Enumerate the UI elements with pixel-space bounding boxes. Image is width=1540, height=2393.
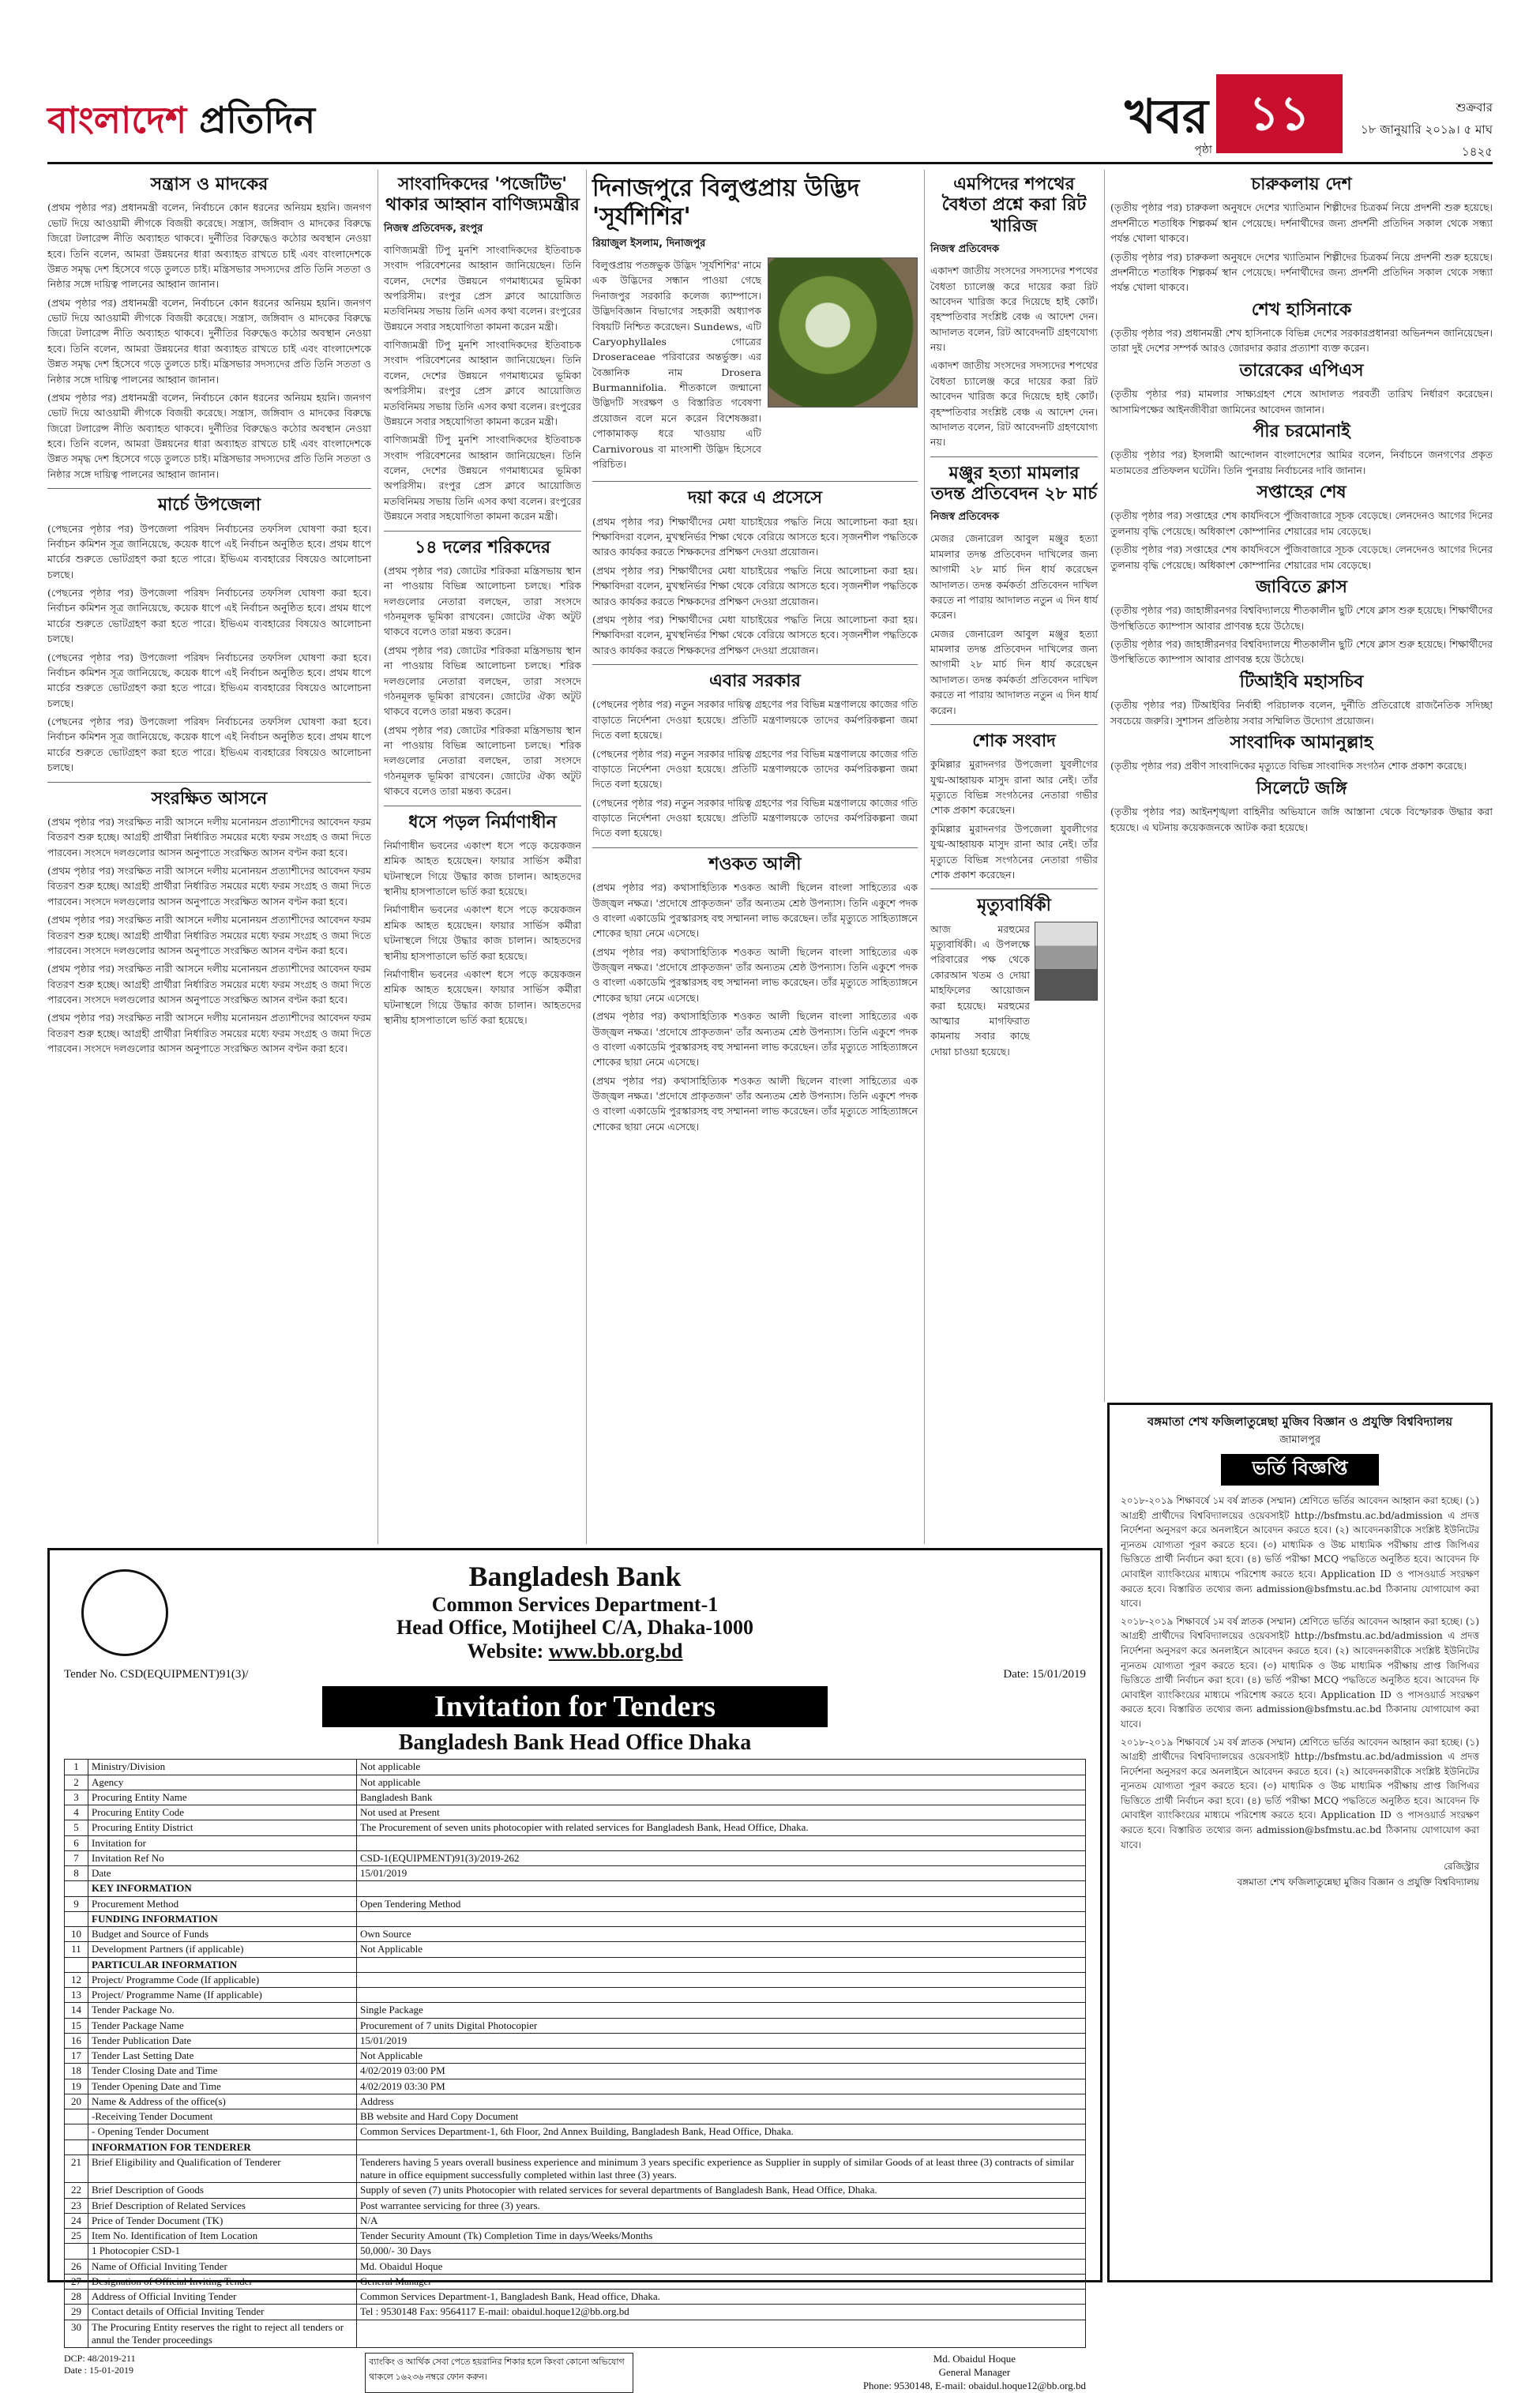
tender-row-number	[65, 1881, 88, 1896]
article-body-4: একাদশ জাতীয় সংসদের সদস্যদের শপথের বৈধতা চ্যালেঞ্জ করে দায়ের করা রিট আবেদন খারিজ করে দিয়েছে হাই কোর্ট। বৃহস্পতিবার সংশ্লিষ্ট বেঞ্চ এ আদেশ দেন। আদালত বলেন, রিট আবেদনটি গ্রহণযোগ্য নয়। একাদশ জাতীয় সংসদের সদস্যদের শপথের বৈধতা চ্যালেঞ্জ করে দায়ের করা রিট আবেদন খারিজ করে দিয়েছে হাই কোর্ট। বৃহস্পতিবার সংশ্লিষ্ট বেঞ্চ এ আদেশ দেন। আদালত বলেন, রিট আবেদনটি গ্রহণযোগ্য নয়।	[930, 265, 1098, 449]
tender-row-value: Own Source	[357, 1927, 1086, 1942]
headline-3b: দয়া করে এ প্রসেসে	[687, 488, 823, 509]
masthead	[47, 69, 1493, 164]
headline-2b: ১৪ দলের শরিকদের	[414, 537, 551, 558]
tender-banner: Invitation for Tenders	[322, 1686, 828, 1727]
tender-table	[64, 1759, 1086, 2348]
tender-row-value: 4/02/2019 03:30 PM	[357, 2079, 1086, 2094]
tender-row	[65, 1988, 1086, 2003]
headline-2c: ধসে পড়ল নির্মাণাধীন	[408, 812, 557, 832]
column-rule	[1104, 170, 1105, 1402]
headline-5: চারুকলায় দেশ	[1251, 175, 1352, 194]
tender-row	[65, 2079, 1086, 2094]
tender-row	[65, 1927, 1086, 1942]
article-body-5g: (তৃতীয় পৃষ্ঠার পর) টিআইবির নির্বাহী পরিচালক বলেন, দুর্নীতি প্রতিরোধে রাজনৈতিক সদিচ্ছা সবচেয়ে জরুরি। সুশাসন প্রতিষ্ঠায় সবার সম্মিলিত উদ্যোগ প্রয়োজন।	[1110, 699, 1493, 727]
tender-row-number: 18	[65, 2064, 88, 2079]
tender-row-number: 2	[65, 1775, 88, 1790]
tender-row-value: BB website and Hard Copy Document	[357, 2109, 1086, 2124]
tender-row-key: Brief Description of Related Services	[88, 2198, 357, 2213]
bank-seal-icon	[81, 1569, 168, 1656]
tender-row-key: Invitation for	[88, 1835, 357, 1850]
tender-row-number	[65, 2109, 88, 2124]
tender-row	[65, 1790, 1086, 1805]
tender-row-number: 5	[65, 1820, 88, 1835]
tender-row	[65, 1820, 1086, 1835]
tender-row-number: 21	[65, 2154, 88, 2183]
tender-row-value	[357, 2139, 1086, 2154]
tender-row-value: Supply of seven (7) units Photocopier with related services for several departments of Bangladesh Bank, Head Office, Dhaka.	[357, 2183, 1086, 2198]
tender-row	[65, 1957, 1086, 1972]
tender-row-number	[65, 2139, 88, 2154]
article-body-4d: আজ মরহুমের মৃত্যুবার্ষিকী। এ উপলক্ষে পরিবারের পক্ষ থেকে কোরআন খতম ও দোয়া মাহফিলের আয়োজন করা হয়েছে। মরহুমের আত্মার মাগফিরাত কামনায় সবার কাছে দোয়া চাওয়া হয়েছে।	[930, 922, 1030, 1058]
headline-1: সন্ত্রাস ও মাদকের	[150, 175, 269, 194]
tender-row-key: Price of Tender Document (TK)	[88, 2213, 357, 2228]
tender-row	[65, 1760, 1086, 1775]
tender-row-key: Name & Address of the office(s)	[88, 2094, 357, 2109]
tender-dcp: DCP: 48/2019-211 Date : 15-01-2019	[64, 2353, 136, 2376]
tender-row-number: 3	[65, 1790, 88, 1805]
article-body-5: (তৃতীয় পৃষ্ঠার পর) চারুকলা অনুষদে দেশের খ্যাতিমান শিল্পীদের চিত্রকর্ম নিয়ে প্রদর্শনী শুরু হয়েছে। প্রদর্শনীতে শতাধিক শিল্পকর্ম স্থান পেয়েছে। দর্শনার্থীদের জন্য প্রদর্শনী প্রতিদিন সকাল থেকে সন্ধ্যা পর্যন্ত খোলা থাকবে। (তৃতীয় পৃষ্ঠার পর) চারুকলা অনুষদে দেশের খ্যাতিমান শিল্পীদের চিত্রকর্ম নিয়ে প্রদর্শনী শুরু হয়েছে। প্রদর্শনীতে শতাধিক শিল্পকর্ম স্থান পেয়েছে। দর্শনার্থীদের জন্য প্রদর্শনী প্রতিদিন সকাল থেকে সন্ধ্যা পর্যন্ত খোলা থাকবে।	[1110, 201, 1493, 294]
divider	[592, 847, 918, 848]
tender-row-value: Bangladesh Bank	[357, 1790, 1086, 1805]
headline-3c: এবার সরকার	[709, 671, 801, 692]
article-body-3c: (পেছনের পৃষ্ঠার পর) নতুন সরকার দায়িত্ব গ্রহণের পর বিভিন্ন মন্ত্রণালয়ে কাজের গতি বাড়াতে নির্দেশনা দেওয়া হয়েছে। প্রতিটি মন্ত্রণালয়কে তাদের কর্মপরিকল্পনা জমা দিতে বলা হয়েছে। (পেছনের পৃষ্ঠার পর) নতুন সরকার দায়িত্ব গ্রহণের পর বিভিন্ন মন্ত্রণালয়ে কাজের গতি বাড়াতে নির্দেশনা দেওয়া হয়েছে। প্রতিটি মন্ত্রণালয়কে তাদের কর্মপরিকল্পনা জমা দিতে বলা হয়েছে। (পেছনের পৃষ্ঠার পর) নতুন সরকার দায়িত্ব গ্রহণের পর বিভিন্ন মন্ত্রণালয়ে কাজের গতি বাড়াতে নির্দেশনা দেওয়া হয়েছে। প্রতিটি মন্ত্রণালয়কে তাদের কর্মপরিকল্পনা জমা দিতে বলা হয়েছে।	[592, 698, 918, 840]
tender-row-number: 6	[65, 1835, 88, 1850]
tender-row-key: FUNDING INFORMATION	[88, 1911, 357, 1926]
tender-row-number: 25	[65, 2229, 88, 2244]
article-body-5c: (তৃতীয় পৃষ্ঠার পর) মামলার সাক্ষ্যগ্রহণ শেষে আদালত পরবর্তী তারিখ নির্ধারণ করেছেন। আসামিপক্ষের আইনজীবীরা জামিনের আবেদন জানান।	[1110, 388, 1493, 415]
sundew-plant-photo	[768, 257, 918, 408]
headline-3d: শওকত আলী	[708, 854, 802, 874]
tender-row	[65, 2290, 1086, 2305]
headline-5b: শেখ হাসিনাকে	[1251, 299, 1352, 320]
article-body-4c: কুমিল্লার মুরাদনগর উপজেলা যুবলীগের যুগ্ম-আহ্বায়ক মাসুদ রানা আর নেই। তাঁর মৃত্যুতে বিভিন্ন সংগঠনের নেতারা গভীর শোক প্রকাশ করেছেন। কুমিল্লার মুরাদনগর উপজেলা যুবলীগের যুগ্ম-আহ্বায়ক মাসুদ রানা আর নেই। তাঁর মৃত্যুতে বিভিন্ন সংগঠনের নেতারা গভীর শোক প্রকাশ করেছেন।	[930, 758, 1098, 881]
article-body-5e: (তৃতীয় পৃষ্ঠার পর) সপ্তাহের শেষ কার্যদিবসে পুঁজিবাজারে সূচক বেড়েছে। লেনদেনও আগের দিনের তুলনায় বৃদ্ধি পেয়েছে। অধিকাংশ কোম্পানির শেয়ারের দাম বেড়েছে। (তৃতীয় পৃষ্ঠার পর) সপ্তাহের শেষ কার্যদিবসে পুঁজিবাজারে সূচক বেড়েছে। লেনদেনও আগের দিনের তুলনায় বৃদ্ধি পেয়েছে। অধিকাংশ কোম্পানির শেয়ারের দাম বেড়েছে।	[1110, 509, 1493, 571]
admission-notice	[1107, 1403, 1493, 2282]
tender-row	[65, 2213, 1086, 2228]
page-label: পৃষ্ঠা	[1194, 144, 1212, 156]
tender-row-value: Not used at Present	[357, 1805, 1086, 1820]
tender-row-number: 7	[65, 1850, 88, 1865]
tender-row-number: 24	[65, 2213, 88, 2228]
tender-row-value: 15/01/2019	[357, 2033, 1086, 2048]
article-body-1c: (প্রথম পৃষ্ঠার পর) সংরক্ষিত নারী আসনে দলীয় মনোনয়ন প্রত্যাশীদের আবেদন ফরম বিতরণ শুরু হচ্ছে। আগ্রহী প্রার্থীরা নির্ধারিত সময়ের মধ্যে ফরম সংগ্রহ ও জমা দিতে পারবেন। সংসদে দলগুলোর আসন অনুপাতে সংরক্ষিত আসন বণ্টন করা হবে। (প্রথম পৃষ্ঠার পর) সংরক্ষিত নারী আসনে দলীয় মনোনয়ন প্রত্যাশীদের আবেদন ফরম বিতরণ শুরু হচ্ছে। আগ্রহী প্রার্থীরা নির্ধারিত সময়ের মধ্যে ফরম সংগ্রহ ও জমা দিতে পারবেন। সংসদে দলগুলোর আসন অনুপাতে সংরক্ষিত আসন বণ্টন করা হবে। (প্রথম পৃষ্ঠার পর) সংরক্ষিত নারী আসনে দলীয় মনোনয়ন প্রত্যাশীদের আবেদন ফরম বিতরণ শুরু হচ্ছে। আগ্রহী প্রার্থীরা নির্ধারিত সময়ের মধ্যে ফরম সংগ্রহ ও জমা দিতে পারবেন। সংসদে দলগুলোর আসন অনুপাতে সংরক্ষিত আসন বণ্টন করা হবে। (প্রথম পৃষ্ঠার পর) সংরক্ষিত নারী আসনে দলীয় মনোনয়ন প্রত্যাশীদের আবেদন ফরম বিতরণ শুরু হচ্ছে। আগ্রহী প্রার্থীরা নির্ধারিত সময়ের মধ্যে ফরম সংগ্রহ ও জমা দিতে পারবেন। সংসদে দলগুলোর আসন অনুপাতে সংরক্ষিত আসন বণ্টন করা হবে। (প্রথম পৃষ্ঠার পর) সংরক্ষিত নারী আসনে দলীয় মনোনয়ন প্রত্যাশীদের আবেদন ফরম বিতরণ শুরু হচ্ছে। আগ্রহী প্রার্থীরা নির্ধারিত সময়ের মধ্যে ফরম সংগ্রহ ও জমা দিতে পারবেন। সংসদে দলগুলোর আসন অনুপাতে সংরক্ষিত আসন বণ্টন করা হবে।	[47, 815, 371, 1055]
tender-row-number: 15	[65, 2018, 88, 2033]
admission-title: ভর্তি বিজ্ঞপ্তি	[1221, 1454, 1379, 1486]
tender-row	[65, 2183, 1086, 2198]
tender-row-key: Date	[88, 1866, 357, 1881]
tender-row	[65, 2094, 1086, 2109]
tender-row-number	[65, 1911, 88, 1926]
tender-row-value	[357, 1988, 1086, 2003]
tender-row-number: 22	[65, 2183, 88, 2198]
dateline	[1350, 96, 1493, 163]
tender-row-number: 8	[65, 1866, 88, 1881]
complaint-notice: ব্যাংকিং ও আর্থিক সেবা পেতে হয়রানির শিকার হলে কিংবা কোনো অভিযোগ থাকলে ১৬২৩৬ নম্বরে ফোন করুন।	[365, 2353, 633, 2393]
headline-4c: শোক সংবাদ	[972, 731, 1056, 751]
article-body-3b: (প্রথম পৃষ্ঠার পর) শিক্ষার্থীদের মেধা যাচাইয়ের পদ্ধতি নিয়ে আলোচনা করা হয়। শিক্ষাবিদরা বলেন, মুখস্থনির্ভর শিক্ষা থেকে বেরিয়ে আসতে হবে। সৃজনশীল পদ্ধতিকে আরও কার্যকর করতে শিক্ষকদের প্রশিক্ষণ দেওয়া প্রয়োজন। (প্রথম পৃষ্ঠার পর) শিক্ষার্থীদের মেধা যাচাইয়ের পদ্ধতি নিয়ে আলোচনা করা হয়। শিক্ষাবিদরা বলেন, মুখস্থনির্ভর শিক্ষা থেকে বেরিয়ে আসতে হবে। সৃজনশীল পদ্ধতিকে আরও কার্যকর করতে শিক্ষকদের প্রশিক্ষণ দেওয়া প্রয়োজন। (প্রথম পৃষ্ঠার পর) শিক্ষার্থীদের মেধা যাচাইয়ের পদ্ধতি নিয়ে আলোচনা করা হয়। শিক্ষাবিদরা বলেন, মুখস্থনির্ভর শিক্ষা থেকে বেরিয়ে আসতে হবে। সৃজনশীল পদ্ধতিকে আরও কার্যকর করতে শিক্ষকদের প্রশিক্ষণ দেওয়া প্রয়োজন।	[592, 515, 918, 656]
tender-row	[65, 2124, 1086, 2139]
tender-office-title: Bangladesh Bank Head Office Dhaka	[398, 1730, 752, 1756]
newspaper-logo	[47, 93, 315, 153]
article-body-1: (প্রথম পৃষ্ঠার পর) প্রধানমন্ত্রী বলেন, নির্বাচনে কোন ধরনের অনিয়ম হয়নি। জনগণ ভোট দিয়ে আওয়ামী লীগকে বিজয়ী করেছে। সন্ত্রাস, জঙ্গিবাদ ও মাদকের বিরুদ্ধে জিরো টলারেন্স নীতি অব্যাহত থাকবে। দুর্নীতির বিরুদ্ধেও কঠোর অবস্থান নেওয়া হবে। তিনি বলেন, আমরা উন্নয়নের ধারা অব্যাহত রাখতে চাই এবং বাংলাদেশকে উন্নত সমৃদ্ধ দেশ হিসেবে গড়ে তুলতে চাই। মন্ত্রিসভার সদস্যদের প্রতি তিনি সততা ও নিষ্ঠার সঙ্গে দায়িত্ব পালনের আহ্বান জানান। (প্রথম পৃষ্ঠার পর) প্রধানমন্ত্রী বলেন, নির্বাচনে কোন ধরনের অনিয়ম হয়নি। জনগণ ভোট দিয়ে আওয়ামী লীগকে বিজয়ী করেছে। সন্ত্রাস, জঙ্গিবাদ ও মাদকের বিরুদ্ধে জিরো টলারেন্স নীতি অব্যাহত থাকবে। দুর্নীতির বিরুদ্ধেও কঠোর অবস্থান নেওয়া হবে। তিনি বলেন, আমরা উন্নয়নের ধারা অব্যাহত রাখতে চাই এবং বাংলাদেশকে উন্নত সমৃদ্ধ দেশ হিসেবে গড়ে তুলতে চাই। মন্ত্রিসভার সদস্যদের প্রতি তিনি সততা ও নিষ্ঠার সঙ্গে দায়িত্ব পালনের আহ্বান জানান। (প্রথম পৃষ্ঠার পর) প্রধানমন্ত্রী বলেন, নির্বাচনে কোন ধরনের অনিয়ম হয়নি। জনগণ ভোট দিয়ে আওয়ামী লীগকে বিজয়ী করেছে। সন্ত্রাস, জঙ্গিবাদ ও মাদকের বিরুদ্ধে জিরো টলারেন্স নীতি অব্যাহত থাকবে। দুর্নীতির বিরুদ্ধেও কঠোর অবস্থান নেওয়া হবে। তিনি বলেন, আমরা উন্নয়নের ধারা অব্যাহত রাখতে চাই এবং বাংলাদেশকে উন্নত সমৃদ্ধ দেশ হিসেবে গড়ে তুলতে চাই। মন্ত্রিসভার সদস্যদের প্রতি তিনি সততা ও নিষ্ঠার সঙ্গে দায়িত্ব পালনের আহ্বান জানান।	[47, 201, 371, 480]
day: শুক্রবার	[1455, 100, 1493, 115]
tender-row-number: 17	[65, 2049, 88, 2064]
tender-row	[65, 2064, 1086, 2079]
tender-row-key: Name of Official Inviting Tender	[88, 2259, 357, 2274]
tender-row-value: Procurement of 7 units Digital Photocopier	[357, 2018, 1086, 2033]
bank-website: Website: www.bb.org.bd	[467, 1640, 683, 1663]
article-body-2: বাণিজ্যমন্ত্রী টিপু মুনশি সাংবাদিকদের ইতিবাচক সংবাদ পরিবেশনের আহ্বান জানিয়েছেন। তিনি বলেন, দেশের উন্নয়নে গণমাধ্যমের ভূমিকা অপরিসীম। রংপুর প্রেস ক্লাবে আয়োজিত মতবিনিময় সভায় তিনি এসব কথা বলেন। রংপুরের উন্নয়নে সবার সহযোগিতা কামনা করেন মন্ত্রী। বাণিজ্যমন্ত্রী টিপু মুনশি সাংবাদিকদের ইতিবাচক সংবাদ পরিবেশনের আহ্বান জানিয়েছেন। তিনি বলেন, দেশের উন্নয়নে গণমাধ্যমের ভূমিকা অপরিসীম। রংপুর প্রেস ক্লাবে আয়োজিত মতবিনিময় সভায় তিনি এসব কথা বলেন। রংপুরের উন্নয়নে সবার সহযোগিতা কামনা করেন মন্ত্রী। বাণিজ্যমন্ত্রী টিপু মুনশি সাংবাদিকদের ইতিবাচক সংবাদ পরিবেশনের আহ্বান জানিয়েছেন। তিনি বলেন, দেশের উন্নয়নে গণমাধ্যমের ভূমিকা অপরিসীম। রংপুর প্রেস ক্লাবে আয়োজিত মতবিনিময় সভায় তিনি এসব কথা বলেন। রংপুরের উন্নয়নে সবার সহযোগিতা কামনা করেন মন্ত্রী।	[384, 243, 581, 523]
tender-row-number: 16	[65, 2033, 88, 2048]
tender-row-value: Tenderers having 5 years overall business experience and minimum 3 years specific experience as Supplier in supply of similar Goods of at least three (3) contracts of similar nature in office equipment successfully completed within last three (3) years.	[357, 2154, 1086, 2183]
column-2	[384, 170, 581, 1544]
tender-row-key: KEY INFORMATION	[88, 1881, 357, 1896]
tender-row-value: 15/01/2019	[357, 1866, 1086, 1881]
tender-row-value: 4/02/2019 03:00 PM	[357, 2064, 1086, 2079]
logo-part-a: বাংলাদেশ	[47, 99, 200, 141]
headline-1c: সংরক্ষিত আসনে	[151, 788, 268, 809]
tender-row-key: Invitation Ref No	[88, 1850, 357, 1865]
headline-4b: মঞ্জুর হত্যা মামলার তদন্ত প্রতিবেদন ২৮ মার্চ	[930, 463, 1098, 505]
headline-5d: পীর চরমোনাই	[1253, 421, 1350, 441]
divider	[592, 664, 918, 665]
bank-name: Bangladesh Bank	[468, 1561, 682, 1592]
tender-row-key: Contact details of Official Inviting Tender	[88, 2305, 357, 2320]
column-rule	[924, 170, 925, 1544]
page-number: ১১	[1216, 74, 1343, 153]
tender-row-key: Tender Package No.	[88, 2003, 357, 2018]
tender-row-key: Tender Closing Date and Time	[88, 2064, 357, 2079]
byline-2: নিজস্ব প্রতিবেদক, রংপুর	[384, 222, 483, 235]
tender-row-number	[65, 2124, 88, 2139]
tender-row	[65, 2049, 1086, 2064]
memorial-portrait	[1035, 922, 1098, 1001]
divider	[47, 782, 371, 783]
tender-row-key: Tender Publication Date	[88, 2033, 357, 2048]
divider	[592, 481, 918, 482]
tender-row	[65, 1866, 1086, 1881]
headline-3: দিনাজপুরে বিলুপ্তপ্রায় উদ্ভিদ 'সূর্যশিশির'	[592, 175, 860, 231]
tender-row-number: 20	[65, 2094, 88, 2109]
tender-row-key: Ministry/Division	[88, 1760, 357, 1775]
headline-5i: সিলেটে জঙ্গি	[1256, 778, 1347, 798]
tender-row-key: Budget and Source of Funds	[88, 1927, 357, 1942]
tender-row-number: 12	[65, 1972, 88, 1987]
tender-row-key: Project/ Programme Name (If applicable)	[88, 1988, 357, 2003]
tender-row-key: Tender Last Setting Date	[88, 2049, 357, 2064]
tender-row	[65, 1835, 1086, 1850]
admission-body: ২০১৮-২০১৯ শিক্ষাবর্ষে ১ম বর্ষ স্নাতক (সম্মান) শ্রেণিতে ভর্তির আবেদন আহ্বান করা হচ্ছে। (১) আগ্রহী প্রার্থীদের বিশ্ববিদ্যালয়ের ওয়েবসাইট http://bsfmstu.ac.bd/admission এ প্রদত্ত নির্দেশনা অনুসরণ করে অনলাইনে আবেদন করতে হবে। (২) আবেদনকারীকে সংশ্লিষ্ট ইউনিটের ন্যূনতম যোগ্যতা পূরণ করতে হবে। (৩) মাধ্যমিক ও উচ্চ মাধ্যমিক পরীক্ষায় প্রাপ্ত জিপিএর ভিত্তিতে প্রার্থী নির্বাচন করা হবে। (৪) ভর্তি পরীক্ষা MCQ পদ্ধতিতে অনুষ্ঠিত হবে। আবেদন ফি মোবাইল ব্যাংকিংয়ের মাধ্যমে পরিশোধ করতে হবে। Application ID ও পাসওয়ার্ড সংরক্ষণ করতে হবে। বিস্তারিত তথ্যের জন্য admission@bsfmstu.ac.bd ঠিকানায় যোগাযোগ করা যাবে। ২০১৮-২০১৯ শিক্ষাবর্ষে ১ম বর্ষ স্নাতক (সম্মান) শ্রেণিতে ভর্তির আবেদন আহ্বান করা হচ্ছে। (১) আগ্রহী প্রার্থীদের বিশ্ববিদ্যালয়ের ওয়েবসাইট http://bsfmstu.ac.bd/admission এ প্রদত্ত নির্দেশনা অনুসরণ করে অনলাইনে আবেদন করতে হবে। (২) আবেদনকারীকে সংশ্লিষ্ট ইউনিটের ন্যূনতম যোগ্যতা পূরণ করতে হবে। (৩) মাধ্যমিক ও উচ্চ মাধ্যমিক পরীক্ষায় প্রাপ্ত জিপিএর ভিত্তিতে প্রার্থী নির্বাচন করা হবে। (৪) ভর্তি পরীক্ষা MCQ পদ্ধতিতে অনুষ্ঠিত হবে। আবেদন ফি মোবাইল ব্যাংকিংয়ের মাধ্যমে পরিশোধ করতে হবে। Application ID ও পাসওয়ার্ড সংরক্ষণ করতে হবে। বিস্তারিত তথ্যের জন্য admission@bsfmstu.ac.bd ঠিকানায় যোগাযোগ করা যাবে। ২০১৮-২০১৯ শিক্ষাবর্ষে ১ম বর্ষ স্নাতক (সম্মান) শ্রেণিতে ভর্তির আবেদন আহ্বান করা হচ্ছে। (১) আগ্রহী প্রার্থীদের বিশ্ববিদ্যালয়ের ওয়েবসাইট http://bsfmstu.ac.bd/admission এ প্রদত্ত নির্দেশনা অনুসরণ করে অনলাইনে আবেদন করতে হবে। (২) আবেদনকারীকে সংশ্লিষ্ট ইউনিটের ন্যূনতম যোগ্যতা পূরণ করতে হবে। (৩) মাধ্যমিক ও উচ্চ মাধ্যমিক পরীক্ষায় প্রাপ্ত জিপিএর ভিত্তিতে প্রার্থী নির্বাচন করা হবে। (৪) ভর্তি পরীক্ষা MCQ পদ্ধতিতে অনুষ্ঠিত হবে। আবেদন ফি মোবাইল ব্যাংকিংয়ের মাধ্যমে পরিশোধ করতে হবে। Application ID ও পাসওয়ার্ড সংরক্ষণ করতে হবে। বিস্তারিত তথ্যের জন্য admission@bsfmstu.ac.bd ঠিকানায় যোগাযোগ করা যাবে।	[1121, 1495, 1479, 1850]
tender-advertisement	[47, 1548, 1102, 2391]
tender-row-value: Not Applicable	[357, 1942, 1086, 1957]
tender-row-value: Address	[357, 2094, 1086, 2109]
article-body-5f: (তৃতীয় পৃষ্ঠার পর) জাহাঙ্গীরনগর বিশ্ববিদ্যালয়ে শীতকালীন ছুটি শেষে ক্লাস শুরু হয়েছে। শিক্ষার্থীদের উপস্থিতিতে ক্যাম্পাস আবার প্রাণবন্ত হয়ে উঠেছে। (তৃতীয় পৃষ্ঠার পর) জাহাঙ্গীরনগর বিশ্ববিদ্যালয়ে শীতকালীন ছুটি শেষে ক্লাস শুরু হয়েছে। শিক্ষার্থীদের উপস্থিতিতে ক্যাম্পাস আবার প্রাণবন্ত হয়ে উঠেছে।	[1110, 604, 1493, 666]
article-body-3: বিলুপ্তপ্রায় পতঙ্গভুক উদ্ভিদ 'সূর্যশিশির' নামে এক উদ্ভিদের সন্ধান পাওয়া গেছে দিনাজপুর সরকারি কলেজ ক্যাম্পাসে। উদ্ভিদবিজ্ঞান বিভাগের সহকারী অধ্যাপক বিষয়টি নিশ্চিত করেছেন। Sundews, এটি Caryophyllales গোত্রের Droseraceae পরিবারের অন্তর্ভুক্ত। এর বৈজ্ঞানিক নাম Drosera Burmannifolia. শীতকালে জন্মানো উদ্ভিদটি সংরক্ষণ ও বিস্তারিত গবেষণা প্রয়োজন বলে মনে করেন বিশেষজ্ঞরা। পোকামাকড় ধরে খাওয়ায় এটি Carnivorous বা মাংসাশী উদ্ভিদ হিসেবে পরিচিত।	[592, 259, 761, 470]
tender-row	[65, 2154, 1086, 2183]
tender-row-key: Tender Opening Date and Time	[88, 2079, 357, 2094]
tender-row-key: Brief Eligibility and Qualification of Tenderer	[88, 2154, 357, 2183]
tender-row-number: 19	[65, 2079, 88, 2094]
tender-row-key: Item No. Identification of Item Location	[88, 2229, 357, 2244]
tender-row	[65, 1850, 1086, 1865]
bank-address: Head Office, Motijheel C/A, Dhaka-1000	[396, 1616, 754, 1640]
byline-4: নিজস্ব প্রতিবেদক	[930, 243, 1000, 256]
tender-row-value: Common Services Department-1, 6th Floor, 2nd Annex Building, Bangladesh Bank, Head Office, Dhaka.	[357, 2124, 1086, 2139]
article-body-5h: (তৃতীয় পৃষ্ঠার পর) প্রবীণ সাংবাদিকের মৃত্যুতে বিভিন্ন সাংবাদিক সংগঠন শোক প্রকাশ করেছে।	[1110, 760, 1467, 772]
tender-row-number: 9	[65, 1896, 88, 1911]
tender-row-number: 26	[65, 2259, 88, 2274]
tender-row-number: 10	[65, 1927, 88, 1942]
tender-row	[65, 1896, 1086, 1911]
tender-row-number: 29	[65, 2305, 88, 2320]
headline-4: এমপিদের শপথের বৈধতা প্রশ্নে করা রিট খারিজ	[941, 175, 1087, 236]
signature-block: Md. Obaidul Hoque General Manager Phone: 9530148, E-mail: obaidul.hoque12@bb.org.bd	[862, 2353, 1086, 2391]
tender-row-key: Project/ Programme Code (If applicable)	[88, 1972, 357, 1987]
divider	[930, 724, 1098, 725]
tender-row	[65, 2320, 1086, 2348]
tender-row	[65, 2033, 1086, 2048]
tender-row-key: Agency	[88, 1775, 357, 1790]
tender-row-number: 13	[65, 1988, 88, 2003]
tender-row	[65, 1972, 1086, 1987]
tender-row-value	[357, 1957, 1086, 1972]
byline-4b: নিজস্ব প্রতিবেদক	[930, 511, 1000, 524]
tender-row-key: PARTICULAR INFORMATION	[88, 1957, 357, 1972]
bank-department: Common Services Department-1	[431, 1592, 719, 1616]
tender-row-value	[357, 1911, 1086, 1926]
column-4	[930, 170, 1098, 1544]
tender-row-value	[357, 2320, 1086, 2348]
column-rule	[586, 170, 587, 1544]
tender-row	[65, 2259, 1086, 2274]
divider	[930, 456, 1098, 457]
tender-row-key: - Opening Tender Document	[88, 2124, 357, 2139]
tender-row	[65, 2305, 1086, 2320]
tender-row-value: Single Package	[357, 2003, 1086, 2018]
article-body-2c: নির্মাণাধীন ভবনের একাংশ ধসে পড়ে কয়েকজন শ্রমিক আহত হয়েছেন। ফায়ার সার্ভিস কর্মীরা ঘটনাস্থলে গিয়ে উদ্ধার কাজ চালান। আহতদের স্থানীয় হাসপাতালে ভর্তি করা হয়েছে। নির্মাণাধীন ভবনের একাংশ ধসে পড়ে কয়েকজন শ্রমিক আহত হয়েছেন। ফায়ার সার্ভিস কর্মীরা ঘটনাস্থলে গিয়ে উদ্ধার কাজ চালান। আহতদের স্থানীয় হাসপাতালে ভর্তি করা হয়েছে। নির্মাণাধীন ভবনের একাংশ ধসে পড়ে কয়েকজন শ্রমিক আহত হয়েছেন। ফায়ার সার্ভিস কর্মীরা ঘটনাস্থলে গিয়ে উদ্ধার কাজ চালান। আহতদের স্থানীয় হাসপাতালে ভর্তি করা হয়েছে।	[384, 839, 581, 1027]
tender-row-value: Open Tendering Method	[357, 1896, 1086, 1911]
registrar-signature: রেজিস্ট্রার বঙ্গমাতা শেখ ফজিলাতুন্নেছা মুজিব বিজ্ঞান ও প্রযুক্তি বিশ্ববিদ্যালয়	[1237, 1861, 1479, 1888]
tender-row-key: Designation of Official Inviting Tender	[88, 2274, 357, 2289]
column-3	[592, 170, 918, 1544]
article-body-4b: মেজর জেনারেল আবুল মঞ্জুর হত্যা মামলার তদন্ত প্রতিবেদন দাখিলের জন্য আগামী ২৮ মার্চ দিন ধার্য করেছেন আদালত। তদন্ত কর্মকর্তা প্রতিবেদন দাখিল করতে না পারায় আদালত নতুন এ দিন ধার্য করেন। মেজর জেনারেল আবুল মঞ্জুর হত্যা মামলার তদন্ত প্রতিবেদন দাখিলের জন্য আগামী ২৮ মার্চ দিন ধার্য করেছেন আদালত। তদন্ত কর্মকর্তা প্রতিবেদন দাখিল করতে না পারায় আদালত নতুন এ দিন ধার্য করেন।	[930, 532, 1098, 716]
tender-row-number: 28	[65, 2290, 88, 2305]
university-name: বঙ্গমাতা শেখ ফজিলাতুন্নেছা মুজিব বিজ্ঞান ও প্রযুক্তি বিশ্ববিদ্যালয়	[1147, 1414, 1453, 1429]
tender-row-value: Tel : 9530148 Fax: 9564117 E-mail: obaidul.hoque12@bb.org.bd	[357, 2305, 1086, 2320]
tender-row-value: Post warrantee servicing for three (3) years.	[357, 2198, 1086, 2213]
tender-row-value: Not applicable	[357, 1760, 1086, 1775]
tender-row-value: Not Applicable	[357, 2049, 1086, 2064]
article-body-5i: (তৃতীয় পৃষ্ঠার পর) আইনশৃঙ্খলা বাহিনীর অভিযানে জঙ্গি আস্তানা থেকে বিস্ফোরক উদ্ধার করা হয়েছে। এ ঘটনায় কয়েকজনকে আটক করা হয়েছে।	[1110, 806, 1493, 833]
divider	[47, 488, 371, 489]
tender-row-key: Procuring Entity District	[88, 1820, 357, 1835]
tender-row-number: 30	[65, 2320, 88, 2348]
tender-row-value: The Procurement of seven units photocopier with related services for Bangladesh Bank, Head Office, Dhaka.	[357, 1820, 1086, 1835]
headline-4d: মৃত্যুবার্ষিকী	[977, 896, 1051, 916]
headline-2: সাংবাদিকদের 'পজেটিভ' থাকার আহ্বান বাণিজ্যমন্ত্রীর	[385, 175, 580, 216]
tender-row	[65, 2274, 1086, 2289]
logo-part-b: প্রতিদিন	[199, 99, 316, 141]
tender-row-value	[357, 1881, 1086, 1896]
tender-row-value: Common Services Department-1, Bangladesh Bank, Head office, Dhaka.	[357, 2290, 1086, 2305]
article-body-3d: (প্রথম পৃষ্ঠার পর) কথাসাহিত্যিক শওকত আলী ছিলেন বাংলা সাহিত্যের এক উজ্জ্বল নক্ষত্র। 'প্রদোষে প্রাকৃতজন' তাঁর অন্যতম শ্রেষ্ঠ উপন্যাস। তিনি একুশে পদক ও বাংলা একাডেমি পুরস্কারসহ বহু সম্মাননা লাভ করেছেন। তাঁর মৃত্যুতে সাহিত্যাঙ্গনে শোকের ছায়া নেমে এসেছে। (প্রথম পৃষ্ঠার পর) কথাসাহিত্যিক শওকত আলী ছিলেন বাংলা সাহিত্যের এক উজ্জ্বল নক্ষত্র। 'প্রদোষে প্রাকৃতজন' তাঁর অন্যতম শ্রেষ্ঠ উপন্যাস। তিনি একুশে পদক ও বাংলা একাডেমি পুরস্কারসহ বহু সম্মাননা লাভ করেছেন। তাঁর মৃত্যুতে সাহিত্যাঙ্গনে শোকের ছায়া নেমে এসেছে। (প্রথম পৃষ্ঠার পর) কথাসাহিত্যিক শওকত আলী ছিলেন বাংলা সাহিত্যের এক উজ্জ্বল নক্ষত্র। 'প্রদোষে প্রাকৃতজন' তাঁর অন্যতম শ্রেষ্ঠ উপন্যাস। তিনি একুশে পদক ও বাংলা একাডেমি পুরস্কারসহ বহু সম্মাননা লাভ করেছেন। তাঁর মৃত্যুতে সাহিত্যাঙ্গনে শোকের ছায়া নেমে এসেছে। (প্রথম পৃষ্ঠার পর) কথাসাহিত্যিক শওকত আলী ছিলেন বাংলা সাহিত্যের এক উজ্জ্বল নক্ষত্র। 'প্রদোষে প্রাকৃতজন' তাঁর অন্যতম শ্রেষ্ঠ উপন্যাস। তিনি একুশে পদক ও বাংলা একাডেমি পুরস্কারসহ বহু সম্মাননা লাভ করেছেন। তাঁর মৃত্যুতে সাহিত্যাঙ্গনে শোকের ছায়া নেমে এসেছে।	[592, 881, 918, 1133]
tender-row-value: Not applicable	[357, 1775, 1086, 1790]
headline-5g: টিআইবি মহাসচিব	[1239, 671, 1364, 692]
column-1	[47, 170, 371, 1544]
tender-row-value: N/A	[357, 2213, 1086, 2228]
tender-row-value: 50,000/- 30 Days	[357, 2244, 1086, 2259]
tender-row-key: Procuring Entity Name	[88, 1790, 357, 1805]
tender-row-value	[357, 1972, 1086, 1987]
tender-row	[65, 1805, 1086, 1820]
tender-row-number	[65, 1957, 88, 1972]
tender-row-number: 1	[65, 1760, 88, 1775]
university-location: জামালপুর	[1279, 1434, 1321, 1446]
tender-row-key: -Receiving Tender Document	[88, 2109, 357, 2124]
tender-row-number: 11	[65, 1942, 88, 1957]
section-tag: খবর	[1125, 89, 1208, 145]
tender-row-key: Procurement Method	[88, 1896, 357, 1911]
tender-row-value: Md. Obaidul Hoque	[357, 2259, 1086, 2274]
tender-row-number: 23	[65, 2198, 88, 2213]
column-5	[1110, 170, 1493, 1398]
article-body-1b: (পেছনের পৃষ্ঠার পর) উপজেলা পরিষদ নির্বাচনের তফসিল ঘোষণা করা হবে। নির্বাচন কমিশন সূত্র জানিয়েছে, কয়েক ধাপে এই নির্বাচন অনুষ্ঠিত হবে। প্রথম ধাপে মার্চের শুরুতে ভোটগ্রহণ করা হতে পারে। ইভিএম ব্যবহারের বিষয়েও আলোচনা চলছে। (পেছনের পৃষ্ঠার পর) উপজেলা পরিষদ নির্বাচনের তফসিল ঘোষণা করা হবে। নির্বাচন কমিশন সূত্র জানিয়েছে, কয়েক ধাপে এই নির্বাচন অনুষ্ঠিত হবে। প্রথম ধাপে মার্চের শুরুতে ভোটগ্রহণ করা হতে পারে। ইভিএম ব্যবহারের বিষয়েও আলোচনা চলছে। (পেছনের পৃষ্ঠার পর) উপজেলা পরিষদ নির্বাচনের তফসিল ঘোষণা করা হবে। নির্বাচন কমিশন সূত্র জানিয়েছে, কয়েক ধাপে এই নির্বাচন অনুষ্ঠিত হবে। প্রথম ধাপে মার্চের শুরুতে ভোটগ্রহণ করা হতে পারে। ইভিএম ব্যবহারের বিষয়েও আলোচনা চলছে। (পেছনের পৃষ্ঠার পর) উপজেলা পরিষদ নির্বাচনের তফসিল ঘোষণা করা হবে। নির্বাচন কমিশন সূত্র জানিয়েছে, কয়েক ধাপে এই নির্বাচন অনুষ্ঠিত হবে। প্রথম ধাপে মার্চের শুরুতে ভোটগ্রহণ করা হতে পারে। ইভিএম ব্যবহারের বিষয়েও আলোচনা চলছে।	[47, 522, 371, 774]
tender-row	[65, 1775, 1086, 1790]
tender-row-number: 4	[65, 1805, 88, 1820]
headline-5c: তারেকের এপিএস	[1239, 360, 1364, 381]
tender-row	[65, 2229, 1086, 2244]
tender-row	[65, 1911, 1086, 1926]
divider	[384, 531, 581, 532]
tender-date: Date: 15/01/2019	[1003, 1668, 1086, 1681]
tender-row	[65, 2139, 1086, 2154]
tender-row-key: The Procuring Entity reserves the right to reject all tenders or annul the Tender proceedings	[88, 2320, 357, 2348]
tender-row-key: Brief Description of Goods	[88, 2183, 357, 2198]
tender-row-key: Address of Official Inviting Tender	[88, 2290, 357, 2305]
tender-row-value: General Manager	[357, 2274, 1086, 2289]
tender-row	[65, 2003, 1086, 2018]
article-body-5b: (তৃতীয় পৃষ্ঠার পর) প্রধানমন্ত্রী শেখ হাসিনাকে বিভিন্ন দেশের সরকারপ্রধানরা অভিনন্দন জানিয়েছেন। তারা দুই দেশের সম্পর্ক আরও জোরদার করার প্রত্যাশা ব্যক্ত করেন।	[1110, 327, 1493, 355]
tender-row	[65, 1881, 1086, 1896]
tender-row-key: Development Partners (if applicable)	[88, 1942, 357, 1957]
tender-row-number	[65, 2244, 88, 2259]
tender-row-number: 14	[65, 2003, 88, 2018]
article-body-5d: (তৃতীয় পৃষ্ঠার পর) ইসলামী আন্দোলন বাংলাদেশের আমির বলেন, নির্বাচনে জনগণের প্রকৃত মতামতের প্রতিফলন ঘটেনি। তিনি পুনরায় নির্বাচনের দাবি জানান।	[1110, 449, 1493, 476]
headline-1b: মার্চে উপজেলা	[157, 495, 261, 516]
date: ১৮ জানুয়ারি ২০১৯। ৫ মাঘ ১৪২৫	[1360, 122, 1493, 159]
tender-row-key: Tender Package Name	[88, 2018, 357, 2033]
tender-row-value: Tender Security Amount (Tk) Completion Time in days/Weeks/Months	[357, 2229, 1086, 2244]
tender-row	[65, 2198, 1086, 2213]
headline-5f: জাবিতে ক্লাস	[1256, 577, 1347, 597]
tender-row	[65, 2018, 1086, 2033]
headline-5e: সপ্তাহের শেষ	[1256, 483, 1347, 503]
tender-row	[65, 1942, 1086, 1957]
column-rule	[377, 170, 378, 1544]
tender-row-value	[357, 1835, 1086, 1850]
tender-row-number: 27	[65, 2274, 88, 2289]
tender-row-key: Procuring Entity Code	[88, 1805, 357, 1820]
byline-3: রিয়াজুল ইসলাম, দিনাজপুর	[592, 238, 706, 250]
tender-row-key: INFORMATION FOR TENDERER	[88, 2139, 357, 2154]
divider	[930, 888, 1098, 889]
tender-row	[65, 2244, 1086, 2259]
tender-row	[65, 2109, 1086, 2124]
tender-row-key: 1 Photocopier CSD-1	[88, 2244, 357, 2259]
headline-5h: সাংবাদিক আমানুল্লাহ	[1230, 732, 1373, 753]
tender-number: Tender No. CSD(EQUIPMENT)91(3)/	[64, 1668, 249, 1681]
article-body-2b: (প্রথম পৃষ্ঠার পর) জোটের শরিকরা মন্ত্রিসভায় স্থান না পাওয়ায় বিভিন্ন আলোচনা চলছে। শরিক দলগুলোর নেতারা বলছেন, তারা সংসদে গঠনমূলক ভূমিকা রাখবেন। জোটের ঐক্য অটুট থাকবে বলেও তারা মন্তব্য করেন। (প্রথম পৃষ্ঠার পর) জোটের শরিকরা মন্ত্রিসভায় স্থান না পাওয়ায় বিভিন্ন আলোচনা চলছে। শরিক দলগুলোর নেতারা বলছেন, তারা সংসদে গঠনমূলক ভূমিকা রাখবেন। জোটের ঐক্য অটুট থাকবে বলেও তারা মন্তব্য করেন। (প্রথম পৃষ্ঠার পর) জোটের শরিকরা মন্ত্রিসভায় স্থান না পাওয়ায় বিভিন্ন আলোচনা চলছে। শরিক দলগুলোর নেতারা বলছেন, তারা সংসদে গঠনমূলক ভূমিকা রাখবেন। জোটের ঐক্য অটুট থাকবে বলেও তারা মন্তব্য করেন।	[384, 564, 581, 798]
tender-row-value: CSD-1(EQUIPMENT)91(3)/2019-262	[357, 1850, 1086, 1865]
